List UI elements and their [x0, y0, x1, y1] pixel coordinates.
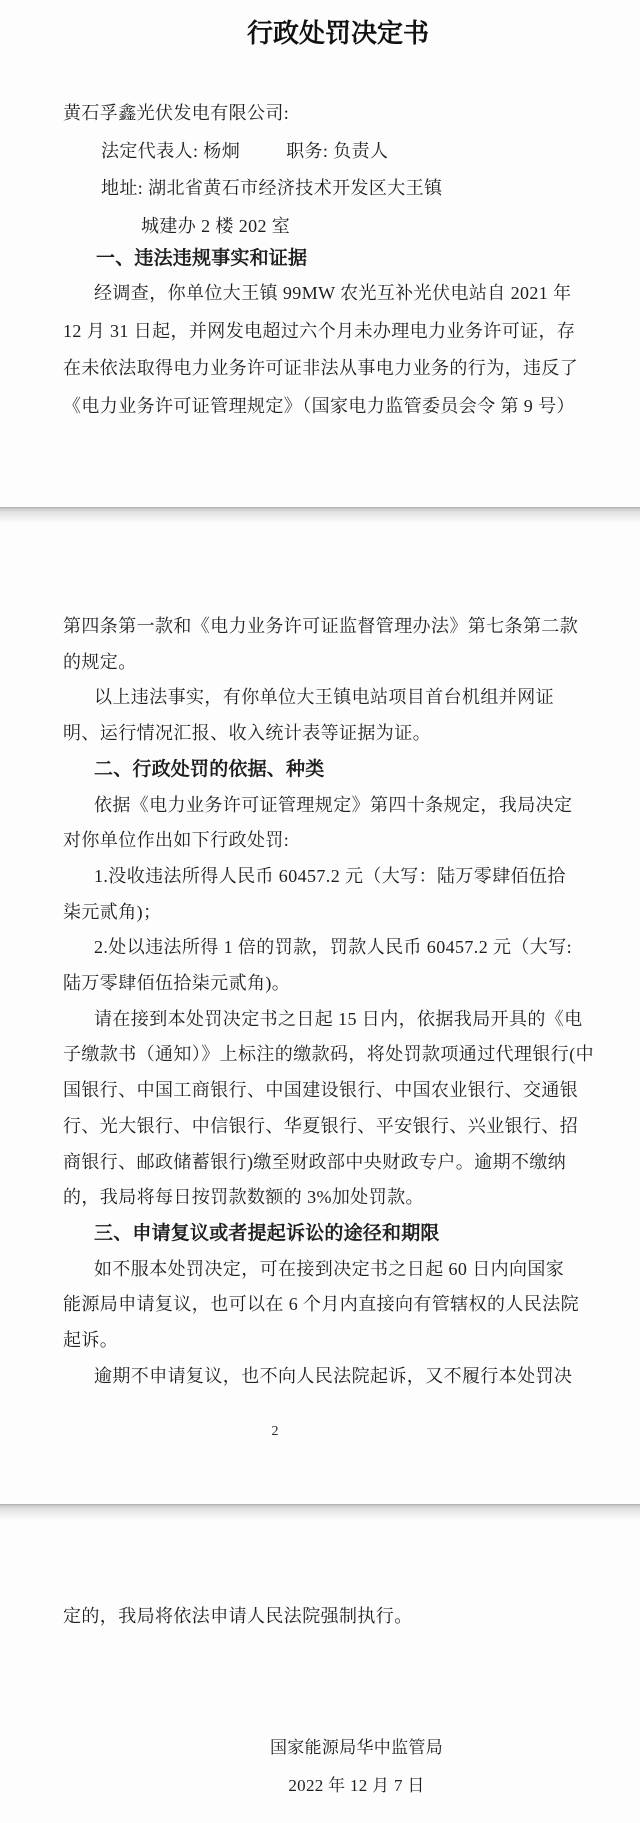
legal-representative: 法定代表人: 杨炯	[101, 140, 241, 161]
page-3-text	[63, 1598, 578, 1634]
text-line: 《电力业务许可证管理规定》（国家电力监管委员会令 第 9 号）	[63, 395, 575, 416]
text-line: 能源局申请复议，也可以在 6 个月内直接向有管辖权的人民法院	[63, 1294, 579, 1315]
document-title: 行政处罚决定书	[246, 19, 429, 48]
recipient-line: 黄石孚鑫光伏发电有限公司:	[63, 103, 290, 123]
section-3-heading: 三、申请复议或者提起诉讼的途径和期限	[94, 1222, 440, 1244]
issue-date: 2022 年 12 月 7 日	[288, 1776, 425, 1795]
text-line: 柒元贰角)；	[63, 901, 162, 922]
text-line: 经调查，你单位大王镇 99MW 农光互补光伏电站自 2021 年	[94, 283, 572, 303]
penalty-item-1: 1.没收违法所得人民币 60457.2 元（大写：陆万零肆佰伍拾	[94, 865, 566, 886]
text-line: 陆万零肆佰伍拾柒元贰角)。	[63, 973, 291, 994]
text-line: 12 月 31 日起，并网发电超过六个月未办理电力业务许可证，存	[63, 320, 576, 341]
address-line-2: 城建办 2 楼 202 室	[141, 215, 291, 236]
text-line: 的，我局将每日按罚款数额的 3%加处罚款。	[63, 1187, 424, 1208]
penalty-item-2: 2.处以违法所得 1 倍的罚款，罚款人民币 60457.2 元（大写:	[94, 937, 572, 958]
text-line: 明、运行情况汇报、收入统计表等证据为证。	[63, 723, 431, 744]
text-line: 依据《电力业务许可证管理规定》第四十条规定，我局决定	[94, 794, 573, 815]
section-1-paragraph	[63, 275, 578, 425]
signature-block	[270, 1729, 443, 1805]
section-1-heading: 一、违法违规事实和证据	[96, 248, 308, 269]
text-line: 起诉。	[63, 1330, 119, 1351]
text-line: 对你单位作出如下行政处罚:	[63, 830, 290, 851]
section-2-heading: 二、行政处罚的依据、种类	[94, 758, 325, 780]
text-line: 以上违法事实，有你单位大王镇电站项目首台机组并网证	[94, 687, 554, 708]
position: 职务: 负责人	[286, 140, 389, 161]
intro-block	[63, 95, 578, 245]
issuing-authority: 国家能源局华中监管局	[270, 1738, 443, 1757]
text-line: 第四条第一款和《电力业务许可证监督管理办法》第七条第二款	[63, 616, 579, 636]
page-separator	[0, 507, 640, 523]
page-2-text	[63, 609, 594, 1394]
text-line: 请在接到本处罚决定书之日起 15 日内，依据我局开具的《电	[94, 1008, 583, 1029]
text-line: 定的，我局将依法申请人民法院强制执行。	[63, 1606, 413, 1626]
text-line: 行、光大银行、中信银行、华夏银行、平安银行、兴业银行、招	[63, 1115, 579, 1136]
page-separator	[0, 1504, 640, 1520]
page-number: 2	[271, 1424, 279, 1439]
text-line: 国银行、中国工商银行、中国建设银行、中国农业银行、交通银	[63, 1080, 579, 1101]
text-line: 的规定。	[63, 651, 137, 672]
text-line: 在未依法取得电力业务许可证非法从事电力业务的行为，违反了	[63, 358, 579, 378]
text-line: 子缴款书（通知）》上标注的缴款码，将处罚款项通过代理银行(中	[63, 1044, 594, 1065]
address-line: 地址: 湖北省黄石市经济技术开发区大王镇	[101, 178, 443, 199]
legal-representative-line	[101, 133, 578, 171]
text-line: 商银行、邮政储蓄银行)缴至财政部中央财政专户。逾期不缴纳	[63, 1151, 567, 1172]
text-line: 逾期不申请复议，也不向人民法院起诉，又不履行本处罚决	[94, 1365, 573, 1386]
text-line: 如不服本处罚决定，可在接到决定书之日起 60 日内向国家	[94, 1258, 565, 1279]
